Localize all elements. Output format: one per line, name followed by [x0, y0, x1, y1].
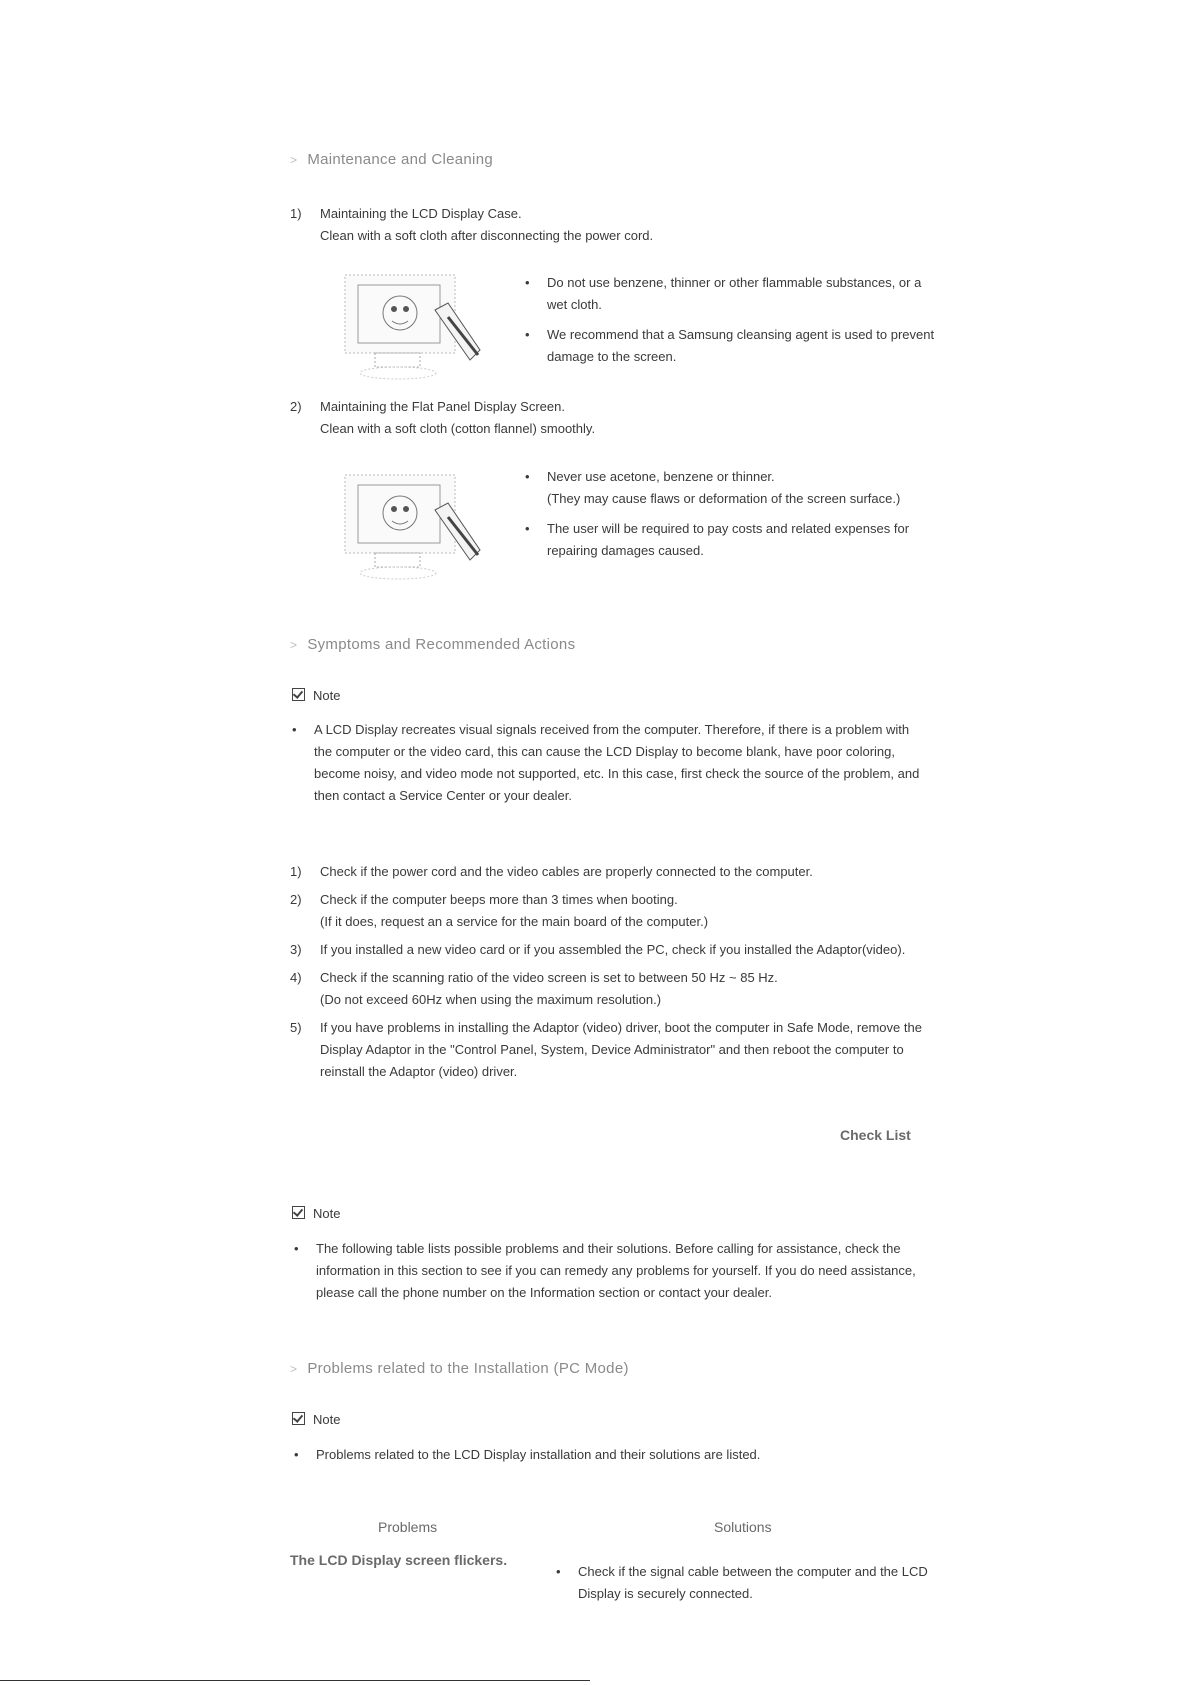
checklist-note-text — [316, 1238, 976, 1304]
table-row-solution — [578, 1561, 998, 1605]
checklist-note: Note — [292, 1206, 340, 1221]
list-item: 1) Check if the power cord and the video cables are properly connected to the computer. — [290, 864, 813, 879]
list-item: 2) Check if the computer beeps more than 3 times when booting. (If it does, request an a service for the main board of the computer.) — [290, 892, 709, 929]
bullet-item: • Do not use benzene, thinner or other flammable substances, or a wet cloth. — [547, 272, 967, 316]
symptoms-heading: > Symptoms and Recommended Actions — [290, 636, 576, 653]
arrow-icon: > — [290, 153, 298, 167]
list-item: 4) Check if the scanning ratio of the video screen is set to between 50 Hz ~ 85 Hz. (Do not exceed 60Hz when using the maximum resolution.) — [290, 970, 778, 1007]
bullet-item: • Never use acetone, benzene or thinner. (They may cause flaws or deformation of the screen surface.) — [547, 466, 967, 510]
maintenance-item-2: 2) Maintaining the Flat Panel Display Screen. Clean with a soft cloth (cotton flannel) smoothly. — [290, 399, 596, 436]
installation-heading: > Problems related to the Installation (PC Mode) — [290, 1360, 629, 1377]
installation-note: Note — [292, 1412, 340, 1427]
installation-note-text: • Problems related to the LCD Display installation and their solutions are listed. — [316, 1444, 976, 1466]
arrow-icon: > — [290, 1362, 298, 1376]
col-problems-header: Problems — [378, 1519, 438, 1535]
monitor-cleaning-illustration-icon — [330, 455, 500, 585]
bullet-item: • Check if the signal cable between the computer and the LCD Display is securely connected. — [578, 1561, 998, 1605]
page-bottom-rule — [0, 1680, 590, 1681]
maintenance-item-1: 1) Maintaining the LCD Display Case. Clean with a soft cloth after disconnecting the power cord. — [290, 206, 654, 243]
col-solutions-header: Solutions — [714, 1519, 772, 1535]
symptoms-steps — [290, 861, 980, 1083]
bullet-item: • A LCD Display recreates visual signals received from the computer. Therefore, if there is a problem with the computer or the video card, this can cause the LCD Display to become blank, have poor coloring, become noisy, and video mode not supported, etc. In this case, first check the source of the problem, and then contact a Service Center or your dealer. — [314, 719, 974, 807]
monitor-cleaning-illustration-icon — [330, 255, 500, 385]
maintenance-heading: > Maintenance and Cleaning — [290, 151, 493, 168]
checkbox-note-icon — [292, 688, 305, 701]
maintenance-item-2-bullets — [547, 466, 967, 562]
symptoms-note: Note — [292, 688, 340, 703]
symptoms-note-text — [314, 719, 974, 807]
checkbox-note-icon — [292, 1412, 305, 1425]
maintenance-item-1-bullets — [547, 272, 967, 368]
checklist-title: Check List — [840, 1127, 911, 1143]
bullet-item: • The user will be required to pay costs and related expenses for repairing damages caused. — [547, 518, 967, 562]
bullet-item: • The following table lists possible problems and their solutions. Before calling for assistance, check the information in this section to see if you can remedy any problems for yourself. If you do need assistance, please call the phone number on the Information section or contact your dealer. — [316, 1238, 976, 1304]
bullet-item: • We recommend that a Samsung cleansing agent is used to prevent damage to the screen. — [547, 324, 967, 368]
arrow-icon: > — [290, 638, 298, 652]
table-row-problem: The LCD Display screen flickers. — [290, 1552, 508, 1568]
list-item: 3) If you installed a new video card or if you assembled the PC, check if you installed the Adaptor(video). — [290, 942, 906, 957]
list-item: 5) If you have problems in installing the Adaptor (video) driver, boot the computer in Safe Mode, remove the Display Adaptor in the "Control Panel, System, Device Administrator" and then reboot the computer to reinstall the Adaptor (video) driver. — [290, 1020, 922, 1079]
checkbox-note-icon — [292, 1206, 305, 1219]
